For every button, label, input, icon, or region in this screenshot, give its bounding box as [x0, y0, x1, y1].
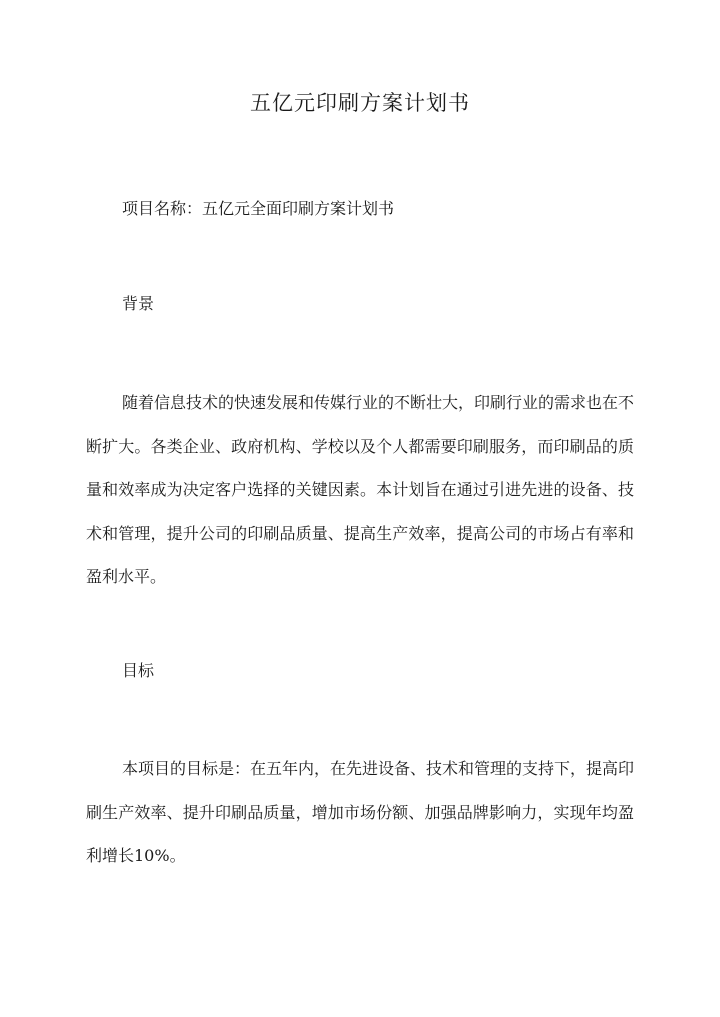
document-title: 五亿元印刷方案计划书: [250, 91, 470, 115]
project-name-value: 五亿元全面印刷方案计划书: [202, 199, 395, 218]
section-heading-goal: 目标: [122, 661, 155, 680]
section-body-background: 随着信息技术的快速发展和传媒行业的不断壮大，印刷行业的需求也在不断扩大。各类企业、政府机构、学校以及个人都需要印刷服务，而印刷品的质量和效率成为决定客户选择的关键因素。本计划旨在通过引进先进的设备、技术和管理，提升公司的印刷品质量、提高生产效率，提高公司的市场占有率和盈利水平。: [86, 393, 635, 586]
project-name-line: [86, 192, 634, 225]
project-name-label: 项目名称：: [122, 199, 203, 218]
section-heading-background: 背景: [122, 294, 155, 313]
section-body-goal: 本项目的目标是：在五年内，在先进设备、技术和管理的支持下，提高印刷生产效率、提升印刷品质量，增加市场份额、加强品牌影响力，实现年均盈利增长10%。: [86, 759, 635, 865]
